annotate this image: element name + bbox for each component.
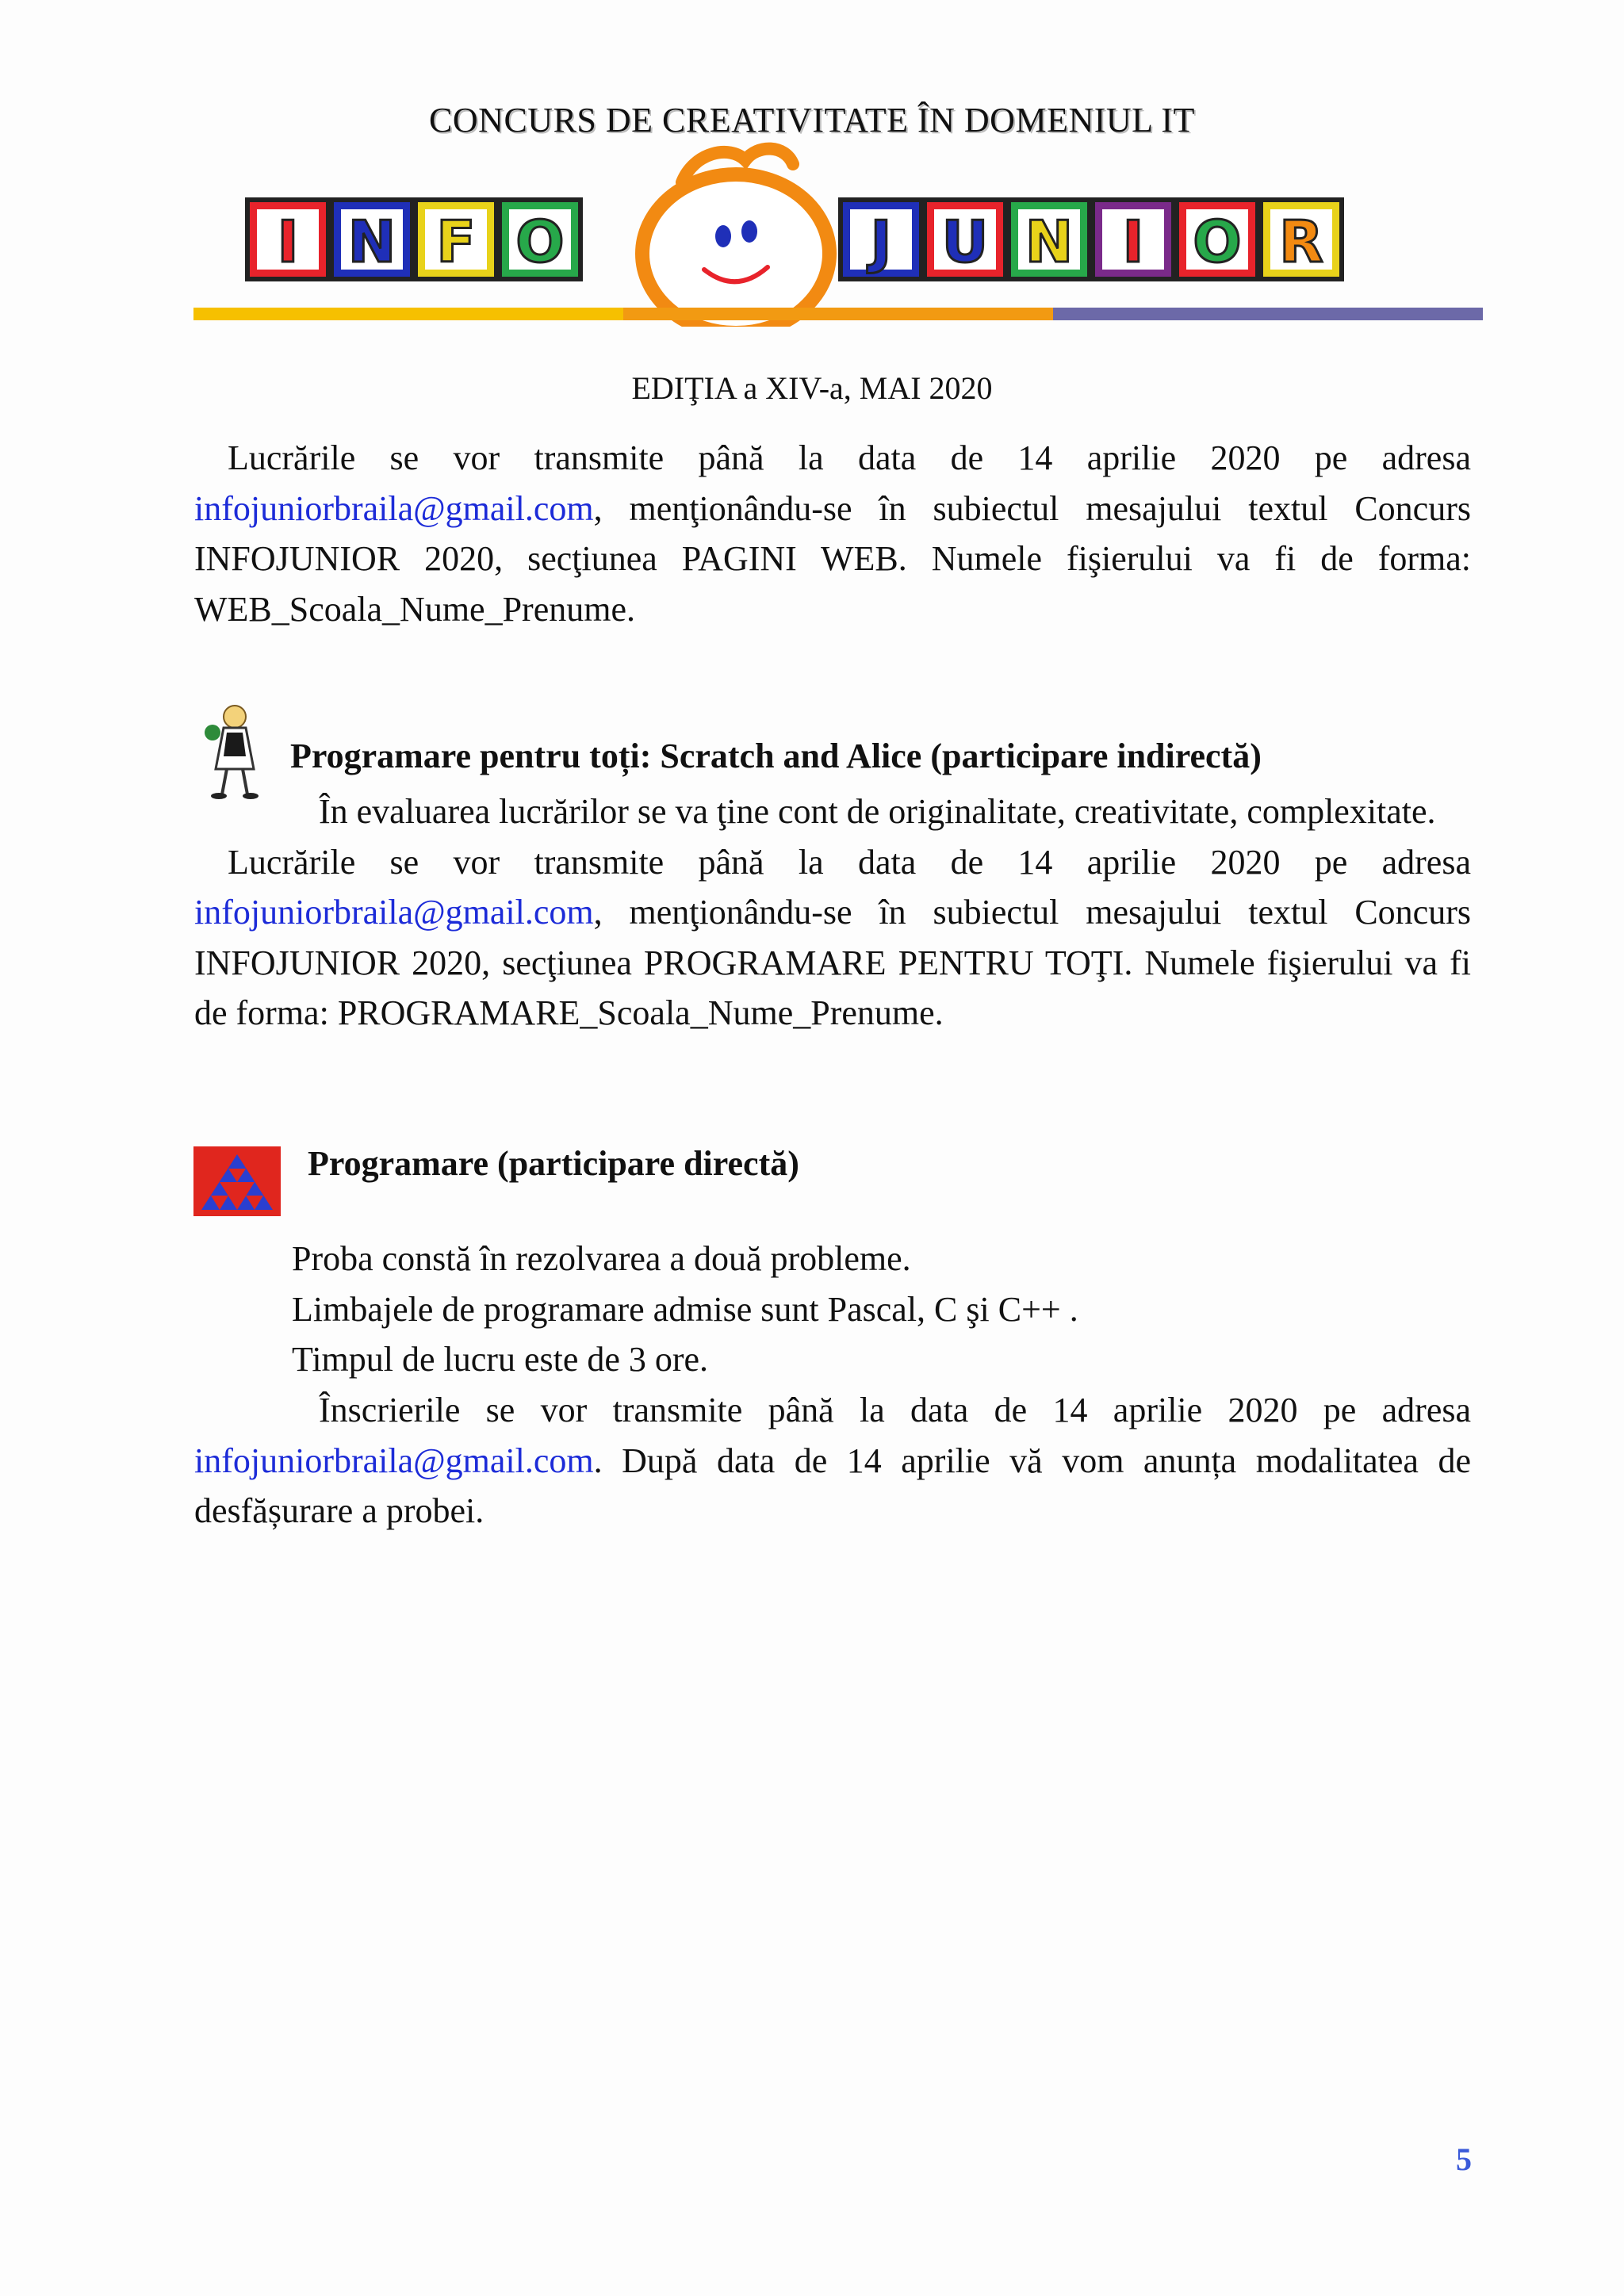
logo-block-n — [331, 200, 412, 279]
logo-block-u — [925, 200, 1005, 279]
infojunior-logo — [238, 136, 1364, 327]
programare-rules-list — [292, 1234, 1471, 1385]
programare-rule-line: Proba constă în rezolvarea a două probleme. — [292, 1239, 911, 1278]
programare-paragraph-text-end: . După data de 14 aprilie vă vom anunța modalitatea de desfășurare a probei. — [194, 1441, 1471, 1530]
logo-letter: I — [1122, 209, 1144, 275]
web-section-paragraph — [194, 433, 1471, 634]
web-paragraph-text-end: , menţionându-se în subiectul mesajului textul Concurs INFOJUNIOR 2020, secţiunea PAGINI WEB. Numele fişierului va fi de forma: WEB_Scoala_Nume_Prenume. — [194, 488, 1471, 629]
logo-letter: U — [941, 209, 989, 275]
logo-block-j — [841, 200, 921, 279]
logo-letter: I — [277, 209, 299, 275]
programare-rule-line: Timpul de lucru este de 3 ore. — [292, 1340, 709, 1379]
contact-email-link[interactable]: infojuniorbraila@gmail.com — [194, 488, 594, 528]
logo-block-o — [500, 200, 580, 279]
header-rule-yellow — [193, 308, 623, 320]
logo-block-n2 — [1009, 200, 1090, 279]
logo-letter: O — [515, 209, 565, 275]
header-rule-orange — [623, 308, 1053, 320]
scratch-submission-paragraph — [194, 837, 1471, 1039]
logo-letter: J — [870, 209, 892, 275]
edition-subtitle: EDIŢIA a XIV-a, MAI 2020 — [631, 370, 993, 406]
programare-registration-block — [194, 1385, 1471, 1536]
logo-block-o2 — [1177, 200, 1258, 279]
logo-letter: R — [1279, 209, 1323, 275]
logo-block-f — [416, 200, 496, 279]
programare-registration-paragraph — [194, 1385, 1471, 1536]
logo-letter: O — [1193, 209, 1242, 275]
document-header-title: CONCURS DE CREATIVITATE ÎN DOMENIUL IT — [429, 101, 1195, 140]
contact-email-link[interactable]: infojuniorbraila@gmail.com — [194, 1441, 594, 1480]
scratch-evaluation-paragraph: În evaluarea lucrărilor se va ţine cont de originalitate, creativitate, complexitate. — [319, 792, 1436, 831]
scratch-section-body — [194, 786, 1471, 1039]
logo-block-i — [247, 200, 328, 279]
scratch-section-heading: Programare pentru toți: Scratch and Alice (participare indirectă) — [290, 737, 1262, 775]
header-rule-purple — [1053, 308, 1483, 320]
logo-letter: N — [347, 209, 396, 275]
logo-block-r — [1261, 200, 1342, 279]
programare-paragraph-text-start: Înscrierile se vor transmite până la data de 14 aprilie 2020 pe adresa — [319, 1391, 1471, 1429]
scratch-paragraph-text-start: Lucrările se vor transmite până la data de 14 aprilie 2020 pe adresa — [228, 842, 1471, 882]
programare-rule-line: Limbajele de programare admise sunt Pascal, C şi C++ . — [292, 1289, 1078, 1329]
contact-email-link[interactable]: infojuniorbraila@gmail.com — [194, 893, 594, 932]
page-number: 5 — [1456, 2141, 1472, 2177]
logo-letter: F — [436, 209, 476, 275]
logo-letter: N — [1025, 209, 1074, 275]
programare-section-heading: Programare (participare directă) — [308, 1144, 799, 1183]
logo-block-i2 — [1093, 200, 1174, 279]
sierpinski-triangle-icon — [193, 1146, 281, 1216]
smiley-face-icon — [642, 149, 829, 327]
web-paragraph-text-start: Lucrările se vor transmite până la data de 14 aprilie 2020 pe adresa — [228, 438, 1471, 477]
scratch-paragraph-text-end: , menţionându-se în subiectul mesajului textul Concurs INFOJUNIOR 2020, secţiunea PROGRAMARE PENTRU TOŢI. Numele fişierului va fi de forma: PROGRAMARE_Scoala_Nume_Prenume. — [194, 893, 1471, 1032]
